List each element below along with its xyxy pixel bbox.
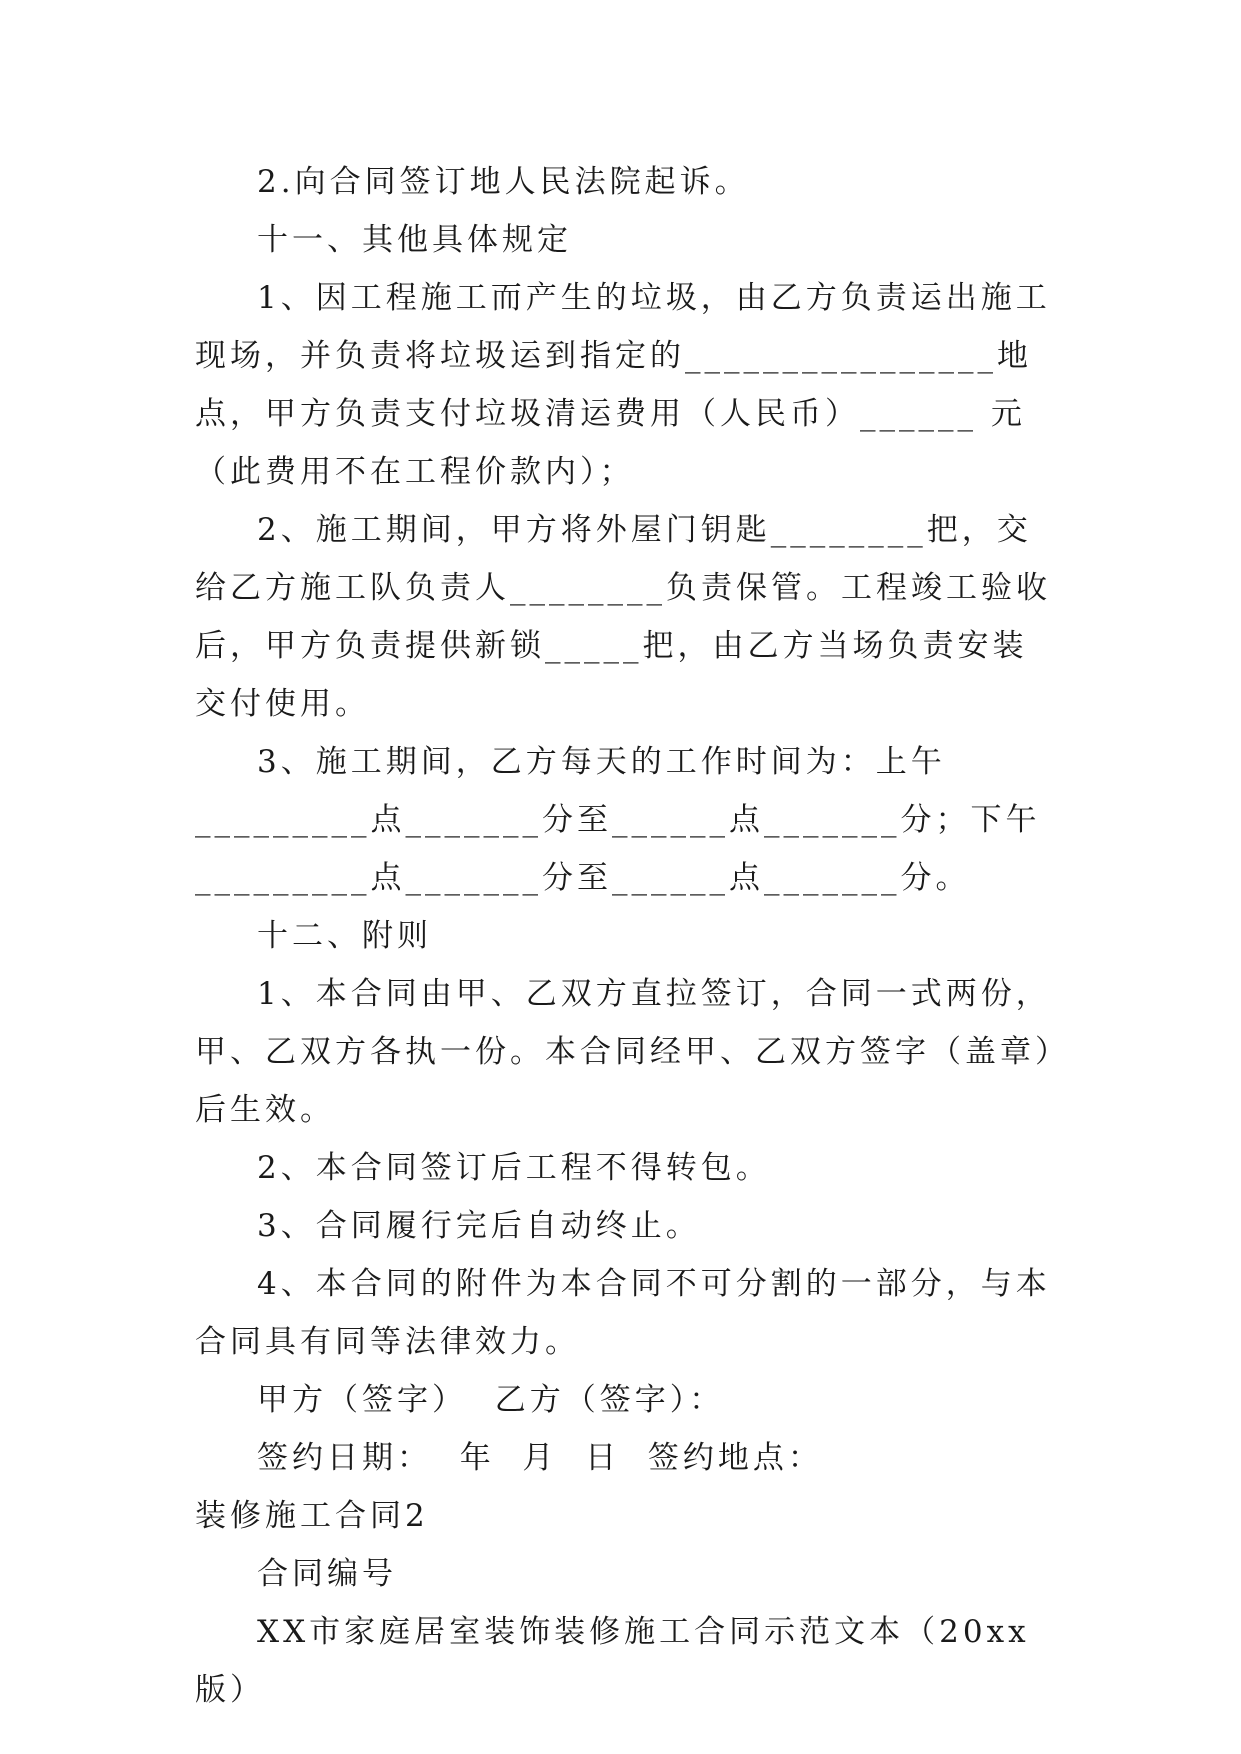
- paragraph-attachments: 4、本合同的附件为本合同不可分割的一部分，与本合同具有同等法律效力。: [195, 1266, 1051, 1360]
- paragraph-termination: 3、合同履行完后自动终止。: [257, 1208, 701, 1244]
- paragraph-working-hours: 3、施工期间，乙方每天的工作时间为：上午_________点_______分至______点_______分；下午_________点_______分至______点_______分。: [195, 744, 1041, 896]
- heading-section-12: 十二、附则: [257, 918, 432, 954]
- paragraph-no-subcontract: 2、本合同签订后工程不得转包。: [257, 1150, 771, 1186]
- document-body: [195, 153, 1055, 1719]
- signing-date-place-line: 签约日期： 年 月 日 签约地点：: [257, 1440, 823, 1476]
- heading-section-11: 十一、其他具体规定: [257, 222, 572, 258]
- signature-line: 甲方（签字） 乙方（签字）：: [257, 1382, 725, 1418]
- template-title: XX市家庭居室装饰装修施工合同示范文本（20xx版）: [195, 1614, 1030, 1708]
- paragraph-signing: 1、本合同由甲、乙双方直拉签订，合同一式两份，甲、乙双方各执一份。本合同经甲、乙双方签字（盖章）后生效。: [195, 976, 1055, 1128]
- paragraph-lawsuit: 2.向合同签订地人民法院起诉。: [257, 164, 750, 200]
- contract-number-label: 合同编号: [257, 1556, 397, 1592]
- paragraph-keys: 2、施工期间，甲方将外屋门钥匙________把，交给乙方施工队负责人________负责保管。工程竣工验收后，甲方负责提供新锁_____把，由乙方当场负责安装交付使用。: [195, 512, 1051, 722]
- document-title-2: 装修施工合同2: [195, 1498, 429, 1534]
- paragraph-garbage: 1、因工程施工而产生的垃圾，由乙方负责运出施工现场，并负责将垃圾运到指定的________________地点，甲方负责支付垃圾清运费用（人民币）______ 元（此费用不在工程价款内）；: [195, 280, 1051, 490]
